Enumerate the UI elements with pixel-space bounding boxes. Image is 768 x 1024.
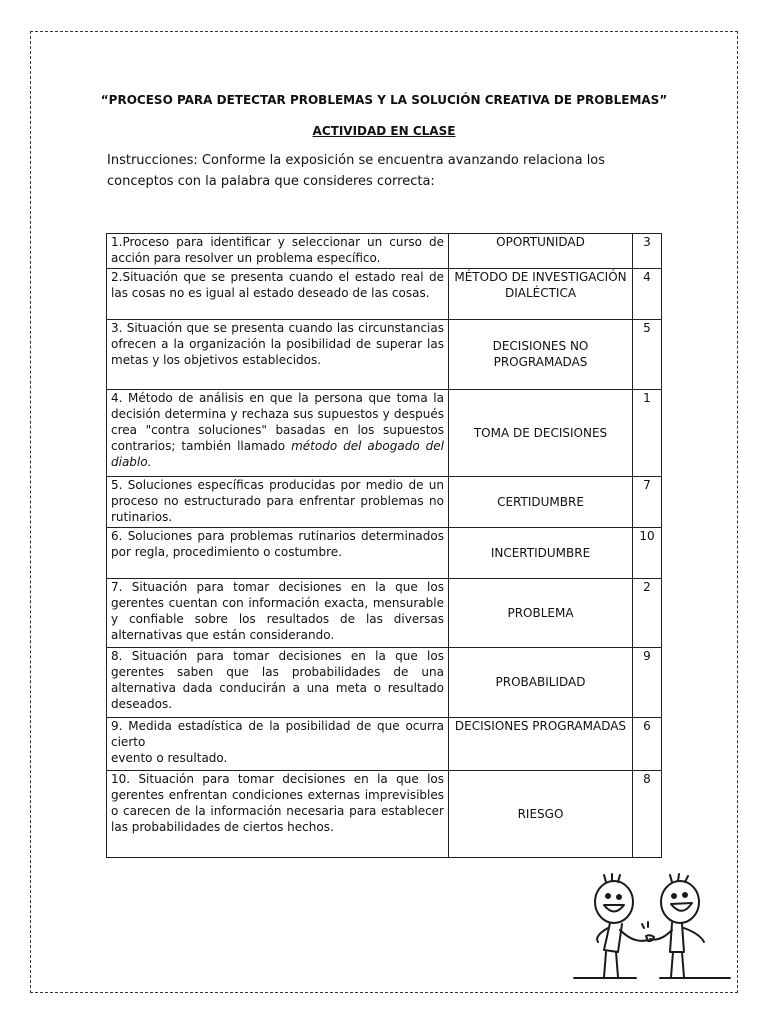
table-row	[107, 320, 662, 390]
description-cell	[107, 269, 449, 320]
description-cell	[107, 771, 449, 858]
description-cell	[107, 390, 449, 477]
table-row	[107, 269, 662, 320]
concept-cell: TOMA DE DECISIONES	[449, 390, 633, 477]
concept-cell: CERTIDUMBRE	[449, 477, 633, 528]
concept-cell: MÉTODO DE INVESTIGACIÓN DIALÉCTICA	[449, 269, 633, 320]
table-row	[107, 648, 662, 718]
answer-number: 5	[633, 320, 662, 390]
answer-number: 9	[633, 648, 662, 718]
concept-cell: DECISIONES NO PROGRAMADAS	[449, 320, 633, 390]
description-cell	[107, 320, 449, 390]
concept-cell: INCERTIDUMBRE	[449, 528, 633, 579]
table-row	[107, 718, 662, 771]
instructions-text: Instrucciones: Conforme la exposición se encuentra avanzando relaciona los conceptos con la palabra que consideres correcta:	[107, 153, 606, 189]
description-text: 10. Situación para tomar decisiones en la que los gerentes enfrentan condiciones externas imprevisibles o carecen de la información necesaria para establecer las probabilidades de ciertos hechos.	[111, 772, 444, 834]
concept-cell: PROBLEMA	[449, 579, 633, 648]
description-text: 2.Situación que se presenta cuando el estado real de las cosas no es igual al estado deseado de las cosas.	[111, 270, 444, 300]
description-cell	[107, 648, 449, 718]
answer-number: 2	[633, 579, 662, 648]
table-row	[107, 234, 662, 269]
description-cell	[107, 477, 449, 528]
answer-number: 8	[633, 771, 662, 858]
description-cell	[107, 234, 449, 269]
answer-number: 7	[633, 477, 662, 528]
concept-cell: DECISIONES PROGRAMADAS	[449, 718, 633, 771]
description-text: 1.Proceso para identificar y seleccionar un curso de acción para resolver un problema específico.	[111, 235, 444, 265]
document-title: “PROCESO PARA DETECTAR PROBLEMAS Y LA SOLUCIÓN CREATIVA DE PROBLEMAS”	[100, 93, 668, 107]
concept-cell: RIESGO	[449, 771, 633, 858]
description-text: 7. Situación para tomar decisiones en la que los gerentes cuentan con información exacta, mensurable y confiable sobre los resultados de las diversas alternativas que están considerando.	[111, 580, 444, 642]
description-cell	[107, 718, 449, 771]
table-row	[107, 477, 662, 528]
answer-number: 4	[633, 269, 662, 320]
activity-heading: ACTIVIDAD EN CLASE	[312, 124, 456, 138]
matching-table	[106, 233, 662, 858]
concept-cell: OPORTUNIDAD	[449, 234, 633, 269]
table-row	[107, 771, 662, 858]
description-cell	[107, 579, 449, 648]
answer-number: 6	[633, 718, 662, 771]
table-row	[107, 579, 662, 648]
description-text: 9. Medida estadística de la posibilidad de que ocurra cierto	[111, 719, 444, 749]
description-text: 6. Soluciones para problemas rutinarios determinados por regla, procedimiento o costumbre.	[111, 529, 444, 559]
answer-number: 1	[633, 390, 662, 477]
description-text-line-2: evento o resultado.	[111, 750, 228, 765]
two-stick-figures-handshake-icon	[572, 872, 732, 984]
description-cell	[107, 528, 449, 579]
concept-cell: PROBABILIDAD	[449, 648, 633, 718]
description-text: 5. Soluciones específicas producidas por medio de un proceso no estructurado para enfrentar problemas no rutinarios.	[111, 478, 444, 524]
description-text: 8. Situación para tomar decisiones en la que los gerentes saben que las probabilidades de una alternativa dada conducirán a una meta o resultado deseados.	[111, 649, 444, 711]
description-italic-text: método del abogado del diablo.	[111, 438, 444, 469]
answer-number: 10	[633, 528, 662, 579]
table-row	[107, 390, 662, 477]
description-text: 4. Método de análisis en que la persona que toma la decisión determina y rechaza sus supuestos y después crea "contra soluciones" basadas en los supuestos contrarios; también llamado	[111, 391, 444, 453]
table-row	[107, 528, 662, 579]
answer-number: 3	[633, 234, 662, 269]
description-text: 3. Situación que se presenta cuando las circunstancias ofrecen a la organización la posibilidad de superar las metas y los objetivos establecidos.	[111, 321, 444, 367]
